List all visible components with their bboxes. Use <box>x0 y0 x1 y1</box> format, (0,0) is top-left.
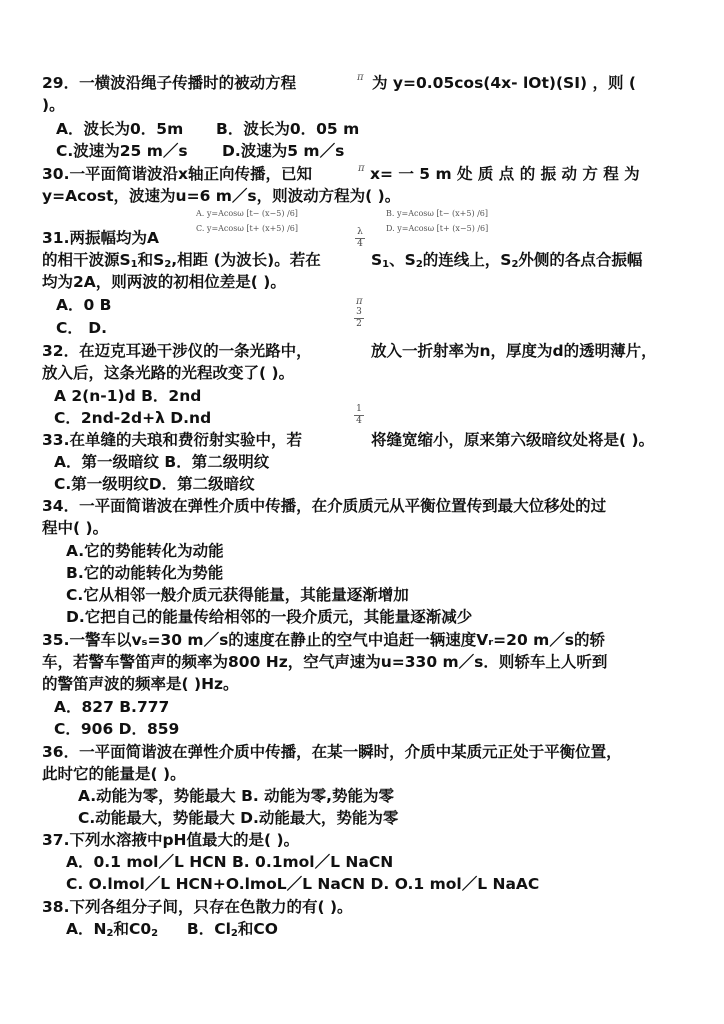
q35-line2: 车，若警车警笛声的频率为800 Hz，空气声速为u=330 m／s．则轿车上人听到 <box>42 653 608 671</box>
q32-line1-b: 放入一折射率为n，厚度为d的透明薄片， <box>371 342 657 360</box>
q36-line2: 此时它的能量是( )。 <box>42 765 186 783</box>
q30-formula-c: C. y=Acosω [t+ (x+5) /6] <box>196 224 298 233</box>
q31-line2-b: $S_1$、$S_2$的连线上，$S_2$外侧的各点合振幅 <box>371 251 643 270</box>
q37-option-cd: C. O.lmol／L HCN+O.lmoL／L NaCN D. O.1 mol／L NaAC <box>66 875 540 893</box>
q30-formula-b: B. y=Acosω [t− (x+5) /6] <box>386 209 489 218</box>
q33-line1-b: 将缝宽缩小，原来第六级暗纹处将是( )。 <box>371 431 655 449</box>
q35-option-ab: A．827 B.777 <box>54 698 170 716</box>
q29-option-d: D.波速为5 m／s <box>222 142 345 160</box>
q35-line3: 的警笛声波的频率是( )Hz。 <box>42 675 239 693</box>
q33-option-ab: A．第一级暗纹 B．第二级明纹 <box>54 453 270 471</box>
q33-line1: 33.在单缝的夫琅和费衍射实验中，若 <box>42 431 302 449</box>
q32-line2: 放入后，这条光路的光程改变了( )。 <box>42 364 295 382</box>
q31-option-ab: A．0 B <box>56 296 112 314</box>
q31-line2: 的相干波源$S_1$和$S_2$,相距 (为波长)。若在 <box>42 251 321 270</box>
q30-formula-a: A. y=Acosω [t− (x−5) /6] <box>196 209 298 218</box>
q34-option-c: C.它从相邻一般介质元获得能量，其能量逐渐增加 <box>66 586 409 604</box>
q29-option-c: C.波速为25 m／s <box>56 142 188 160</box>
q30-line2: y=Acost，波速为u=6 m／s，则波动方程为( )。 <box>42 187 401 205</box>
q37-option-ab: A．0.1 mol／L HCN B. 0.1mol／L NaCN <box>66 853 394 871</box>
q32-line1: 32．在迈克耳逊干涉仪的一条光路中， <box>42 342 312 360</box>
q29-option-a: A．波长为0．5m <box>56 120 184 138</box>
q30-formula-d: D. y=Acosω [t+ (x−5) /6] <box>386 224 489 233</box>
pi-symbol: π <box>357 72 364 83</box>
q29-option-b: B．波长为0．05 m <box>216 120 360 138</box>
q29-line2: )。 <box>42 96 65 114</box>
q34-option-d: D.它把自己的能量传给相邻的一段介质元，其能量逐渐减少 <box>66 608 473 626</box>
pi-symbol: π <box>358 163 365 174</box>
q29-line1 <box>42 73 296 93</box>
q34-option-b: B.它的动能转化为势能 <box>66 564 224 582</box>
q38-option-ab: A．$N_2$和$C0_2$ B．$Cl_2$和CO <box>66 920 278 939</box>
q34-line1: 34．一平面简谐波在弹性介质中传播，在介质质元从平衡位置传到最大位移处的过 <box>42 497 607 515</box>
pi-fraction: 3 2 <box>352 307 366 330</box>
q31-option-cd: C． D. <box>56 319 108 337</box>
q34-option-a: A.它的势能转化为动能 <box>66 542 224 560</box>
q36-option-cd: C.动能最大，势能最大 D.动能最大，势能为零 <box>78 809 399 827</box>
q29-text-a: 29．一横波沿绳子传播时的被动方程 <box>42 74 297 92</box>
lambda-over-4-fraction: λ 4 <box>353 227 367 250</box>
q34-line2: 程中( )。 <box>42 519 109 537</box>
q32-option-cd: C．2nd-2d+λ D.nd <box>54 409 212 427</box>
q29-line1-b: 为 y=0.05cos(4x- lOt)(SI) ，则 ( <box>372 74 636 92</box>
q36-line1: 36．一平面简谐波在弹性介质中传播，在某一瞬时，介质中某质元正处于平衡位置， <box>42 743 622 761</box>
q31-line3: 均为2A，则两波的初相位差是( )。 <box>42 273 286 291</box>
q37-line1: 37.下列水溶掖中pH值最大的是( )。 <box>42 831 300 849</box>
q31-line1: 31.两振幅均为A <box>42 229 159 247</box>
q30-line1: 30.一平面简谐波沿x轴正向传播，已知 <box>42 165 312 183</box>
pi-symbol: π <box>356 296 363 307</box>
q38-line1: 38.下列各组分子间，只存在色散力的有( )。 <box>42 898 353 916</box>
q36-option-ab: A.动能为零，势能最大 B. 动能为零,势能为零 <box>78 787 395 805</box>
q35-option-cd: C．906 D．859 <box>54 720 180 738</box>
q30-line1-b: x= 一 5 m 处 质 点 的 振 动 方 程 为 <box>370 165 640 183</box>
q32-option-ab: A 2(n-1)d B．2nd <box>54 387 202 405</box>
q33-option-cd: C.第一级明纹D．第二级暗纹 <box>54 475 255 493</box>
q35-line1: 35.一警车以vₛ=30 m／s的速度在静止的空气中追赶一辆速度Vᵣ=20 m／s的轿 <box>42 631 606 649</box>
one-quarter-fraction: 1 4 <box>352 404 366 427</box>
